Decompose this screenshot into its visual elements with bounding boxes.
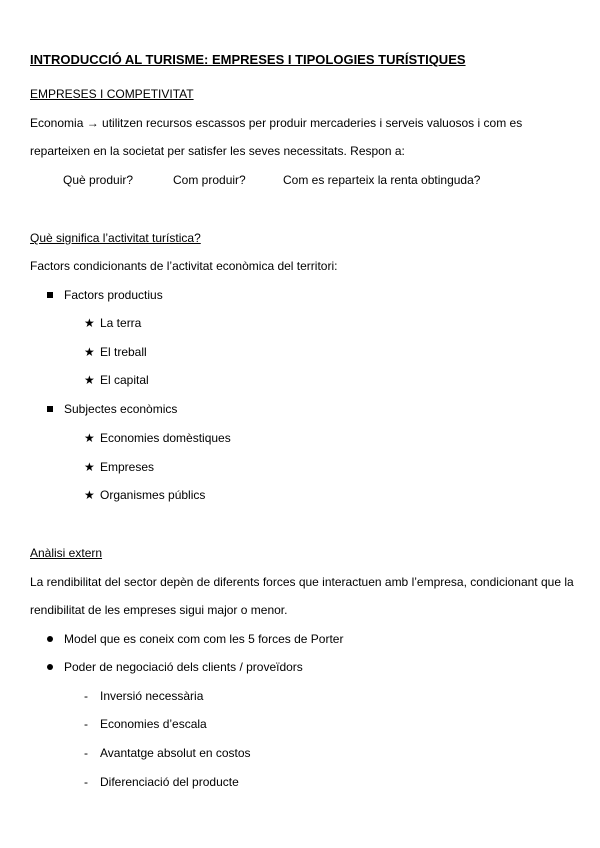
star-icon: ★ [84,373,95,387]
dash-bullet-icon: - [84,775,88,789]
list-item: Empreses [100,460,155,474]
square-bullet-icon [47,292,53,298]
list-item: Inversió necessària [100,689,204,703]
paragraph-line: reparteixen en la societat per satisfer les seves necessitats. Respon a: [30,144,405,158]
document-title: INTRODUCCIÓ AL TURISME: EMPRESES I TIPOLOGIES TURÍSTIQUES [30,52,466,67]
list-item: Economies d’escala [100,717,207,731]
list-item: El treball [100,345,147,359]
list-item: El capital [100,373,149,387]
question-2: Com produir? [173,173,246,187]
list-item: La terra [100,316,142,330]
star-icon: ★ [84,345,95,359]
list-item: Poder de negociació dels clients / proveïdors [64,660,303,674]
list-item: Model que es coneix com com les 5 forces de Porter [64,632,344,646]
dot-bullet-icon [47,664,53,670]
section-heading-analisi: Anàlisi extern [30,546,103,560]
star-icon: ★ [84,488,95,502]
question-1: Què produir? [63,173,134,187]
intro-line: Factors condicionants de l’activitat econòmica del territori: [30,259,338,273]
star-icon: ★ [84,460,95,474]
star-icon: ★ [84,431,95,445]
question-3: Com es reparteix la renta obtinguda? [283,173,481,187]
list-item: Avantatge absolut en costos [100,746,251,760]
list-item: Subjectes econòmics [64,402,178,416]
list-item: Diferenciació del producte [100,775,239,789]
list-item: Economies domèstiques [100,431,231,445]
list-item: Organismes públics [100,488,206,502]
paragraph-line: La rendibilitat del sector depèn de diferents forces que interactuen amb l’empresa, condicionant que la [30,575,574,589]
dash-bullet-icon: - [84,689,88,703]
dot-bullet-icon [47,636,53,642]
paragraph-line: rendibilitat de les empreses sigui major o menor. [30,603,288,617]
paragraph-line: Economia → utilitzen recursos escassos per produir mercaderies i serveis valuosos i com es [30,116,523,130]
section-heading-activitat: Què significa l’activitat turística? [30,231,201,245]
section-heading-empreses: EMPRESES I COMPETIVITAT [30,87,194,101]
list-item: Factors productius [64,288,163,302]
square-bullet-icon [47,406,53,412]
dash-bullet-icon: - [84,717,88,731]
dash-bullet-icon: - [84,746,88,760]
star-icon: ★ [84,316,95,330]
